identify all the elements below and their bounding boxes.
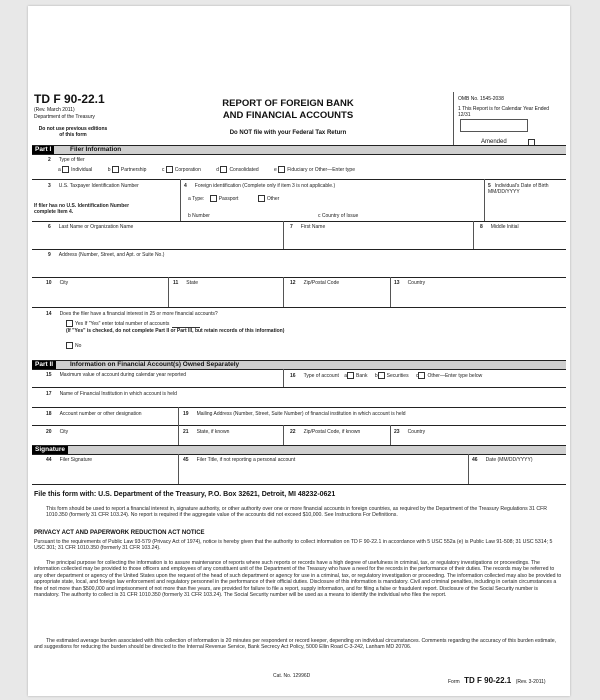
- rule: [32, 221, 566, 222]
- no-checkbox[interactable]: [66, 342, 73, 349]
- fiduciary-other-checkbox[interactable]: [278, 166, 285, 173]
- item-22-label: 22 Zip/Postal Code, if known: [290, 429, 361, 435]
- foreign-id-country-label: c Country of Issue: [318, 213, 359, 219]
- item-9-label: 9 Address (Number, Street, and Apt. or Suite No.): [48, 252, 165, 258]
- item-44-label: 44 Filer Signature: [46, 457, 93, 463]
- item-5-label: 5 Individual's Date of Birth MM/DD/YYYY: [488, 183, 549, 195]
- divider: [468, 454, 469, 484]
- no-previous-editions: Do not use previous editions of this form: [38, 126, 108, 138]
- divider: [390, 277, 391, 307]
- item-3-note: If filer has no U.S. Identification Number complete Item 4.: [34, 203, 130, 215]
- item-4-label: 4 Foreign identification (Complete only if item 3 is not applicable.): [184, 183, 336, 189]
- item-13-label: 13 Country: [394, 280, 426, 286]
- item-20-label: 20 City: [46, 429, 69, 435]
- part2-label: Part II: [32, 361, 56, 369]
- divider: [180, 179, 181, 221]
- filer-type-options: a Individual b Partnership c Corporation d Consolidated e Fiduciary or Other—Enter type: [58, 166, 355, 173]
- item-7-label: 7 First Name: [290, 224, 326, 230]
- rule: [32, 387, 566, 388]
- part1-title: Filer Information: [70, 146, 122, 153]
- privacy-paragraph-2: The principal purpose for collecting the information is to assure maintenance of reports where such reports or records have a high degree of usefulness in criminal, tax, or regulatory investigations or proceedings. The information collected may be provided to those officers and employees of any constituent unit of the Department of the Treasury who have a need for the records in the performance of their duties. The records may be referred to any other department or agency of the United States upon the request of the head of such department or agency for use in a criminal, tax, or regulatory investigation or proceeding. The information collected may also be provided to appropriate state, local, and foreign law enforcement and regulatory personnel in the performance of their official duties. Disclosure of this information is mandatory. Civil and criminal penalties, including in certain circumstances a fine of not more than $500,000 and imprisonment of not more than five years, are provided for failure to file a report, supply information, and for filing a false or fraudulent report. Disclosure of the Social Security number is mandatory. The authority to collect is 31 CFR 1010.350 (formerly 31 CFR 103.24). The Social Security number will be used as a means to identify the individual who files the report.: [34, 560, 562, 599]
- partnership-checkbox[interactable]: [112, 166, 119, 173]
- item-8-label: 8 Middle Initial: [480, 224, 519, 230]
- rule: [32, 277, 566, 278]
- rule: [32, 407, 566, 408]
- part1-label: Part I: [32, 146, 54, 154]
- part2-title: Information on Financial Account(s) Owned Separately: [70, 361, 240, 368]
- privacy-paragraph-1: Pursuant to the requirements of Public Law 93-579 (Privacy Act of 1974), notice is hereby given that the authority to collect information on TD F 90-22.1 in accordance with 5 USC 552a (e) is Public Law 91-508; 31 USC 5314; 5 USC 301; 31 CFR 1010.350 (formerly 31 CFR 103.24).: [34, 539, 553, 552]
- item-12-label: 12 Zip/Postal Code: [290, 280, 340, 286]
- footer-form-id: Form TD F 90-22.1 (Rev. 3-2011): [448, 676, 546, 685]
- header-divider: [453, 92, 454, 150]
- securities-checkbox[interactable]: [378, 372, 385, 379]
- catalog-number: Cat. No. 12996D: [273, 673, 311, 679]
- rule: [32, 307, 566, 308]
- item-6-label: 6 Last Name or Organization Name: [48, 224, 134, 230]
- item-10-label: 10 City: [46, 280, 69, 286]
- title-line-1: REPORT OF FOREIGN BANK: [222, 98, 354, 109]
- rule: [32, 249, 566, 250]
- corporation-checkbox[interactable]: [166, 166, 173, 173]
- divider: [178, 407, 179, 425]
- item-14-no: No: [66, 342, 81, 349]
- divider: [484, 179, 485, 221]
- item-11-label: 11 State: [173, 280, 198, 286]
- divider: [390, 425, 391, 445]
- privacy-paragraph-3: The estimated average burden associated with this collection of information is 20 minutes per respondent or record keeper, depending on individual circumstances. Comments regarding the accuracy of this burden estimate, and suggestions for reducing the burden should be directed to the Internal Revenue Service, Bank Secrecy Act Policy, 5000 Ellin Road C-3-242, Lanham MD 20706.: [34, 638, 557, 651]
- signature-label: Signature: [32, 446, 68, 454]
- divider: [283, 221, 284, 249]
- item-14-label: 14 Does the filer have a financial interest in 25 or more financial accounts?: [46, 311, 218, 317]
- other-account-checkbox[interactable]: [418, 372, 425, 379]
- yes-checkbox[interactable]: [66, 320, 73, 327]
- item-23-label: 23 Country: [394, 429, 426, 435]
- item-15-label: 15 Maximum value of account during calendar year reported: [46, 372, 187, 378]
- divider: [283, 425, 284, 445]
- file-with-address: File this form with: U.S. Department of the Treasury, P.O. Box 32621, Detroit, MI 48232-0621: [34, 491, 336, 498]
- item-18-label: 18 Account number or other designation: [46, 411, 142, 417]
- signature-bar: [32, 445, 566, 455]
- rule: [32, 179, 566, 180]
- omb-number: OMB No. 1545-2038: [458, 96, 504, 102]
- divider: [168, 277, 169, 307]
- form-page: [28, 6, 570, 696]
- item-14-yes-note: (If "Yes" is checked, do not complete Part II or Part III, but retain records of this information): [66, 328, 285, 334]
- amended-label: Amended: [481, 139, 507, 145]
- form-id: TD F 90-22.1: [34, 92, 105, 106]
- foreign-id-number-label: b Number: [188, 213, 210, 219]
- rule: [32, 425, 566, 426]
- form-title: [178, 98, 398, 122]
- item-45-label: 45 Filer Title, if not reporting a personal account: [183, 457, 296, 463]
- calendar-year-field[interactable]: [460, 119, 528, 132]
- divider: [178, 454, 179, 484]
- individual-checkbox[interactable]: [62, 166, 69, 173]
- rule: [32, 484, 566, 485]
- item-19-label: 19 Mailing Address (Number, Street, Suite Number) of financial institution in which account is held: [183, 411, 406, 417]
- item-46-label: 46 Date (MM/DD/YYYY): [472, 457, 533, 463]
- divider: [473, 221, 474, 249]
- foreign-id-type: a Type: Passport Other: [188, 195, 280, 202]
- item-14-yes: Yes If "Yes" enter total number of accounts: [66, 320, 200, 328]
- form-subtitle: Do NOT file with your Federal Tax Return: [229, 130, 347, 136]
- item-3-label: 3 U.S. Taxpayer Identification Number: [48, 183, 139, 189]
- intro-paragraph: This form should be used to report a financial interest in, signature authority, or other authority over one or more financial accounts in foreign countries, as required by the Department of the Treasury Regulations 31 CFR 1010.350 (formerly 31 CFR 103.24). No report is required if the aggregate value of the accounts did not exceed $10,000. See Instructions For Definitions.: [46, 506, 548, 519]
- divider: [283, 369, 284, 387]
- title-line-2: AND FINANCIAL ACCOUNTS: [222, 110, 354, 121]
- item-2-label: 2 Type of filer: [48, 157, 85, 163]
- item-1-calendar-year: 1 This Report is for Calendar Year Ended 12/31: [458, 106, 550, 118]
- item-21-label: 21 State, if known: [183, 429, 230, 435]
- consolidated-checkbox[interactable]: [220, 166, 227, 173]
- form-revision: (Rev. March 2011): [34, 107, 75, 113]
- item-16-label: 16 Type of account a Bank b Securities c Other—Enter type below: [290, 372, 483, 379]
- department-name: Department of the Treasury: [34, 114, 95, 120]
- passport-checkbox[interactable]: [210, 195, 217, 202]
- divider: [283, 277, 284, 307]
- bank-checkbox[interactable]: [347, 372, 354, 379]
- accounts-count-field[interactable]: [172, 321, 200, 328]
- privacy-heading: PRIVACY ACT AND PAPERWORK REDUCTION ACT NOTICE: [34, 530, 205, 536]
- item-17-label: 17 Name of Financial Institution in which account is held: [46, 391, 177, 397]
- other-id-checkbox[interactable]: [258, 195, 265, 202]
- divider: [178, 425, 179, 445]
